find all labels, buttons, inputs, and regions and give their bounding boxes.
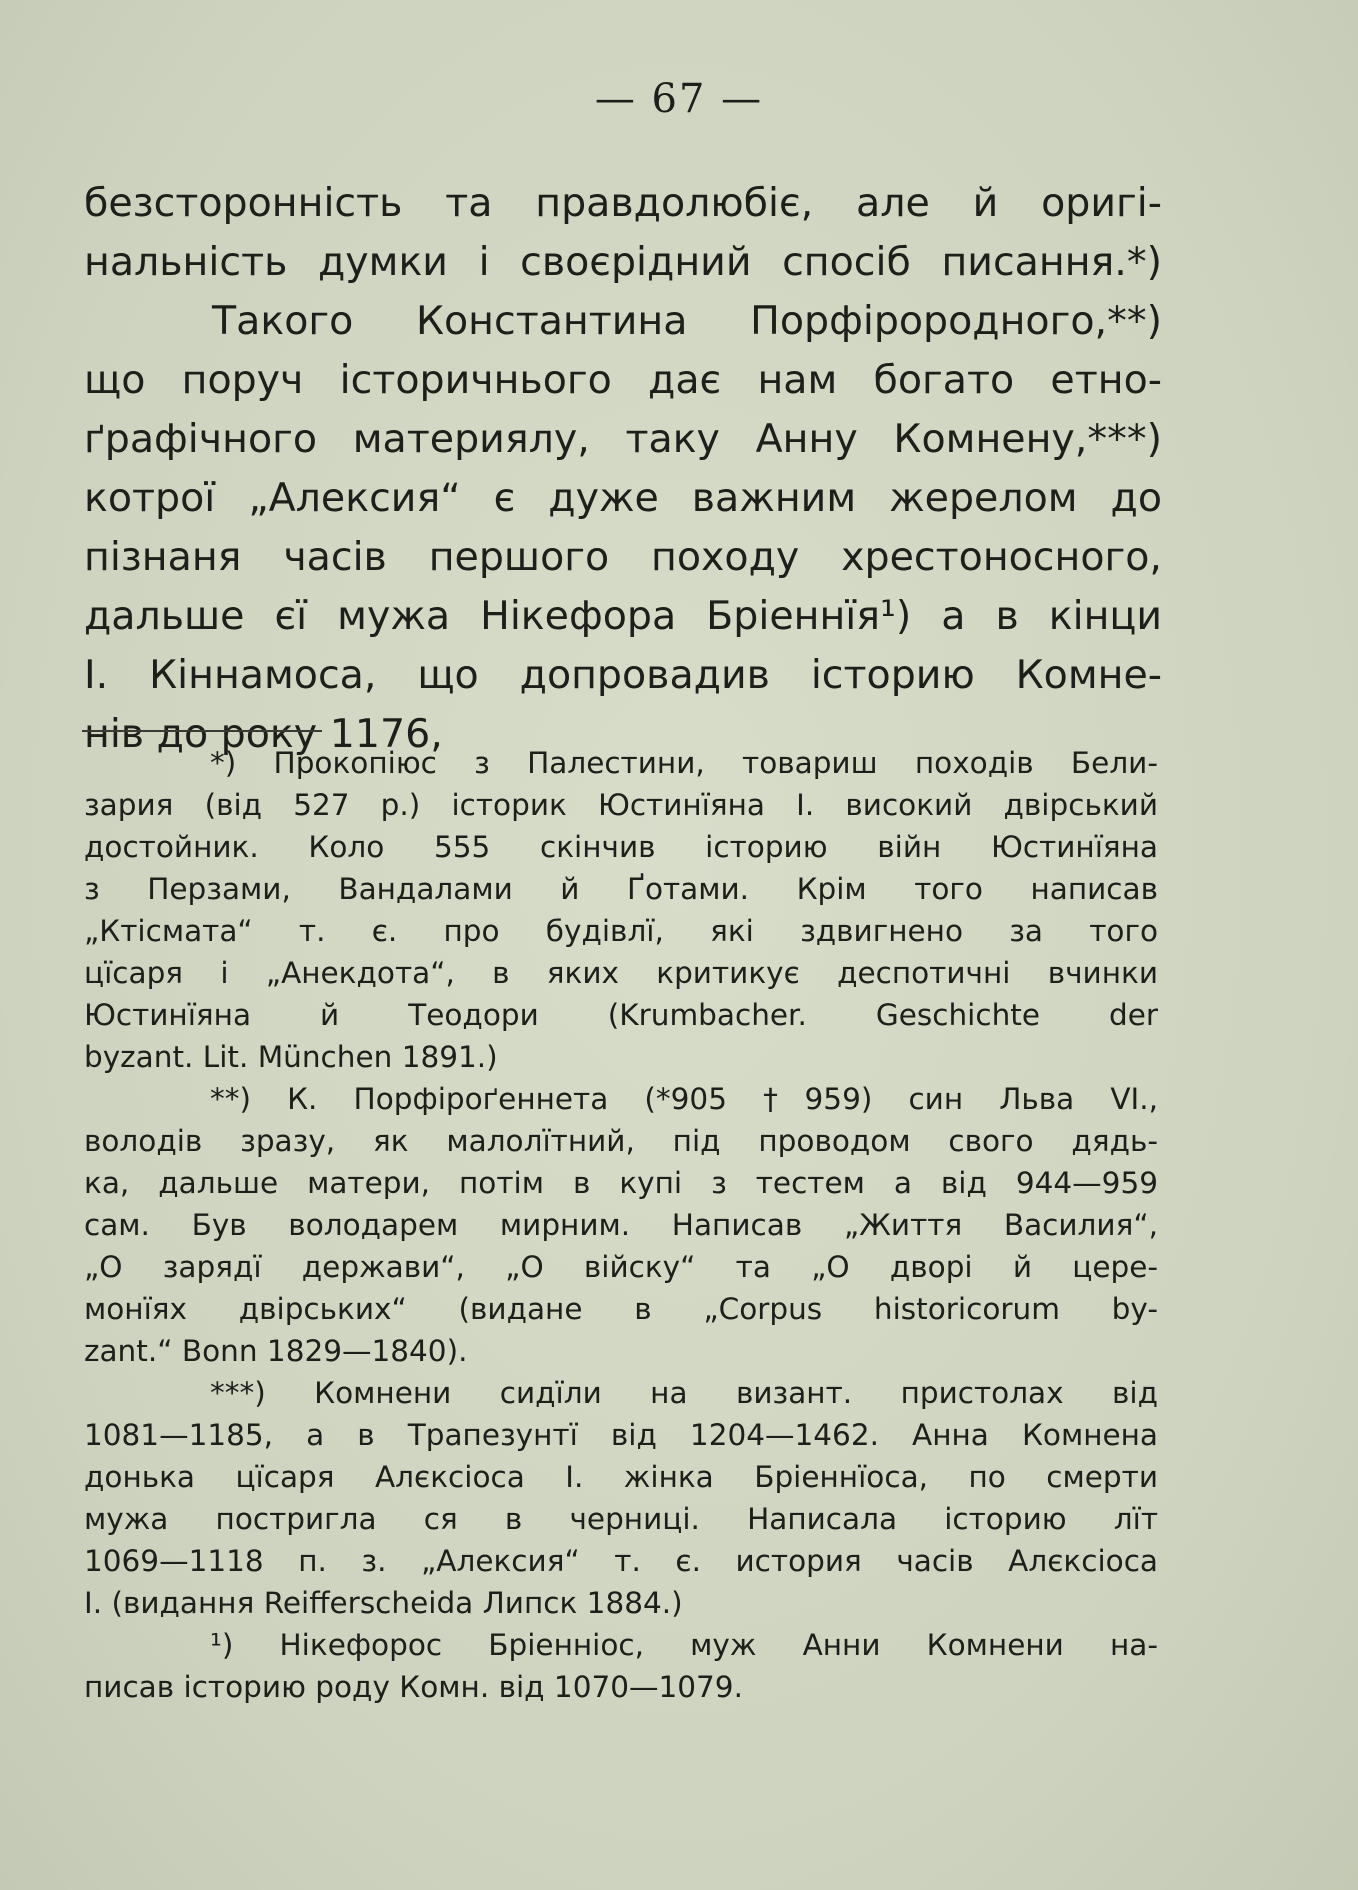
- footnote-line: монїях двірських“ (видане в „Corpus historicorum by-: [84, 1292, 1158, 1326]
- footnote-line: ***) Комнени сидїли на визант. пристолах від: [210, 1376, 1158, 1410]
- footnote-line: ка, дальше матери, потім в купі з тестем а від 944—959: [84, 1166, 1158, 1200]
- footnote-line: „Ктісмата“ т. є. про будівлї, які здвигнено за того: [84, 914, 1158, 948]
- footnote-line: володів зразу, як малолїтний, під проводом свого дядь-: [84, 1124, 1158, 1158]
- main-line: ґрафічного материялу, таку Анну Комнену,***): [84, 416, 1162, 462]
- footnote-line: донька цїсаря Алєксіоса І. жінка Бріеннїоса, по смерти: [84, 1460, 1158, 1494]
- main-line: що поруч історичнього дає нам богато етно-: [84, 357, 1162, 403]
- footnote-line: „О зарядї держави“, „О війску“ та „О дворі й цере-: [84, 1250, 1158, 1284]
- footnote-divider: [82, 730, 322, 732]
- footnote-line: byzant. Lit. München 1891.): [84, 1040, 498, 1074]
- main-line: котрої „Алексия“ є дуже важним жерелом до: [84, 475, 1162, 521]
- footnote-line: ¹) Нікефорос Бріенніос, муж Анни Комнени на-: [210, 1628, 1158, 1662]
- page-number: — 67 —: [594, 76, 764, 122]
- footnote-line: зария (від 527 р.) історик Юстинїяна І. високий двірський: [84, 788, 1158, 822]
- footnote-line: Юстинїяна й Теодори (Krumbacher. Geschichte der: [84, 998, 1158, 1032]
- main-line: дальше єї мужа Нікефора Бріеннїя¹) а в кінци: [84, 593, 1162, 639]
- footnote-line: з Перзами, Вандалами й Ґотами. Крім того написав: [84, 872, 1158, 906]
- footnote-line: 1081—1185, а в Трапезунтї від 1204—1462. Анна Комнена: [84, 1418, 1158, 1452]
- main-line: нальність думки і своєрідний спосіб писання.*): [84, 239, 1162, 285]
- main-line: Такого Константина Порфірородного,**): [212, 298, 1162, 344]
- main-line: пізнаня часів першого походу хрестоносного,: [84, 534, 1162, 580]
- footnote-line: писав історию роду Комн. від 1070—1079.: [84, 1670, 743, 1704]
- main-line: безсторонність та правдолюбіє, але й оригі-: [84, 180, 1162, 226]
- main-line: нів до року 1176,: [84, 711, 443, 757]
- footnote-line: **) К. Порфіроґеннета (*905 †959) син Льва VI.,: [210, 1082, 1158, 1116]
- footnotes: [84, 742, 1158, 1708]
- footnote-line: мужа постригла ся в черниці. Написала історию лїт: [84, 1502, 1158, 1536]
- main-line: І. Кіннамоса, що допровадив історию Комне-: [84, 652, 1162, 698]
- footnote-line: цїсаря і „Анекдота“, в яких критикує деспотичні вчинки: [84, 956, 1158, 990]
- footnote-line: достойник. Коло 555 скінчив історию війн Юстинїяна: [84, 830, 1158, 864]
- footnote-line: *) Прокопіюс з Палестини, товариш походів Бели-: [210, 746, 1158, 780]
- footnote-line: І. (видання Reifferscheida Липск 1884.): [84, 1586, 683, 1620]
- footnote-line: 1069—1118 п. з. „Алексия“ т. є. история часів Алєксіоса: [84, 1544, 1158, 1578]
- main-text: [84, 174, 1162, 764]
- footnote-line: zant.“ Bonn 1829—1840).: [84, 1334, 468, 1368]
- footnote-line: сам. Був володарем мирним. Написав „Життя Василия“,: [84, 1208, 1158, 1242]
